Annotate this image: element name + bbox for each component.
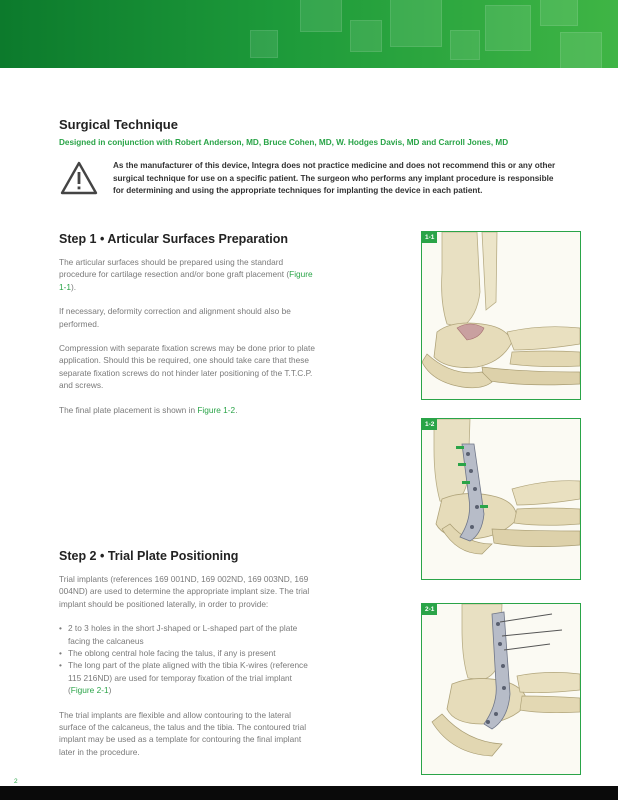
list-item: • 2 to 3 holes in the short J-shaped or L-shaped part of the plate facing the calcaneus: [59, 622, 319, 647]
warning-triangle-icon: [60, 161, 98, 195]
figure-label: 1-2: [422, 419, 437, 430]
step1-body: [59, 256, 319, 416]
plate-placement-illustration: [422, 419, 580, 579]
list-item: • The oblong central hole facing the talus, if any is present: [59, 647, 319, 659]
trial-plate-illustration: [422, 604, 580, 774]
step1-paragraph-4: The final plate placement is shown in Figure 1-2.: [59, 404, 238, 415]
footer-bar: [0, 786, 618, 800]
figure-label: 1-1: [422, 232, 437, 243]
step2-paragraph-2: The trial implants are flexible and allow contouring to the lateral surface of the calcaneus, the talus and the tibia. The contoured trial implant may be used as a template for contouring the final implant later in the procedure.: [59, 709, 307, 757]
figure-1-2: [421, 418, 581, 580]
subtitle: Designed in conjunction with Robert Anderson, MD, Bruce Cohen, MD, W. Hodges Davis, MD and Carroll Jones, MD: [59, 138, 509, 147]
step2-body: [59, 573, 319, 758]
page-number: 2: [14, 778, 18, 785]
step1-paragraph-3: Compression with separate fixation screws may be done prior to plate application. Should this be required, one should take care that these separate fixation screws do not hinder later positioning of the T.T.C.P. and screws.: [59, 343, 315, 391]
disclaimer-text: As the manufacturer of this device, Integra does not practice medicine and does not recommend this or any other surgical technique for use on a specific patient. The surgeon who performs any implant procedure is responsible for determining and using the appropriate techniques for implanting the device in each patient.: [113, 161, 556, 195]
step1-paragraph-2: If necessary, deformity correction and alignment should also be performed.: [59, 306, 291, 329]
figure-1-1-link[interactable]: Figure 1-1: [59, 269, 313, 292]
figure-label: 2-1: [422, 604, 437, 615]
step1-paragraph-1: The articular surfaces should be prepared using the standard procedure for cartilage resection and/or bone graft placement (Figure 1-1).: [59, 257, 313, 292]
page-title: Surgical Technique: [59, 117, 178, 132]
figure-2-1-link[interactable]: Figure 2-1: [70, 685, 109, 696]
figure-1-1: [421, 231, 581, 400]
step2-heading: Step 2 • Trial Plate Positioning: [59, 549, 239, 563]
figure-1-2-link[interactable]: Figure 1-2: [197, 404, 236, 415]
ankle-bones-illustration: [422, 232, 580, 399]
figure-2-1: [421, 603, 581, 775]
header-banner: [0, 0, 618, 68]
step1-heading: Step 1 • Articular Surfaces Preparation: [59, 232, 288, 246]
step2-paragraph-1: Trial implants (references 169 001ND, 169 002ND, 169 003ND, 169 004ND) are used to determine the appropriate implant size. The trial implant should be positioned laterally, in order to provide:: [59, 574, 310, 609]
step2-bullet-list: [59, 622, 319, 696]
list-item: • The long part of the plate aligned with the tibia K-wires (reference 115 216ND) are used for temporay fixation of the trial implant (Figure 2-1): [59, 659, 319, 696]
